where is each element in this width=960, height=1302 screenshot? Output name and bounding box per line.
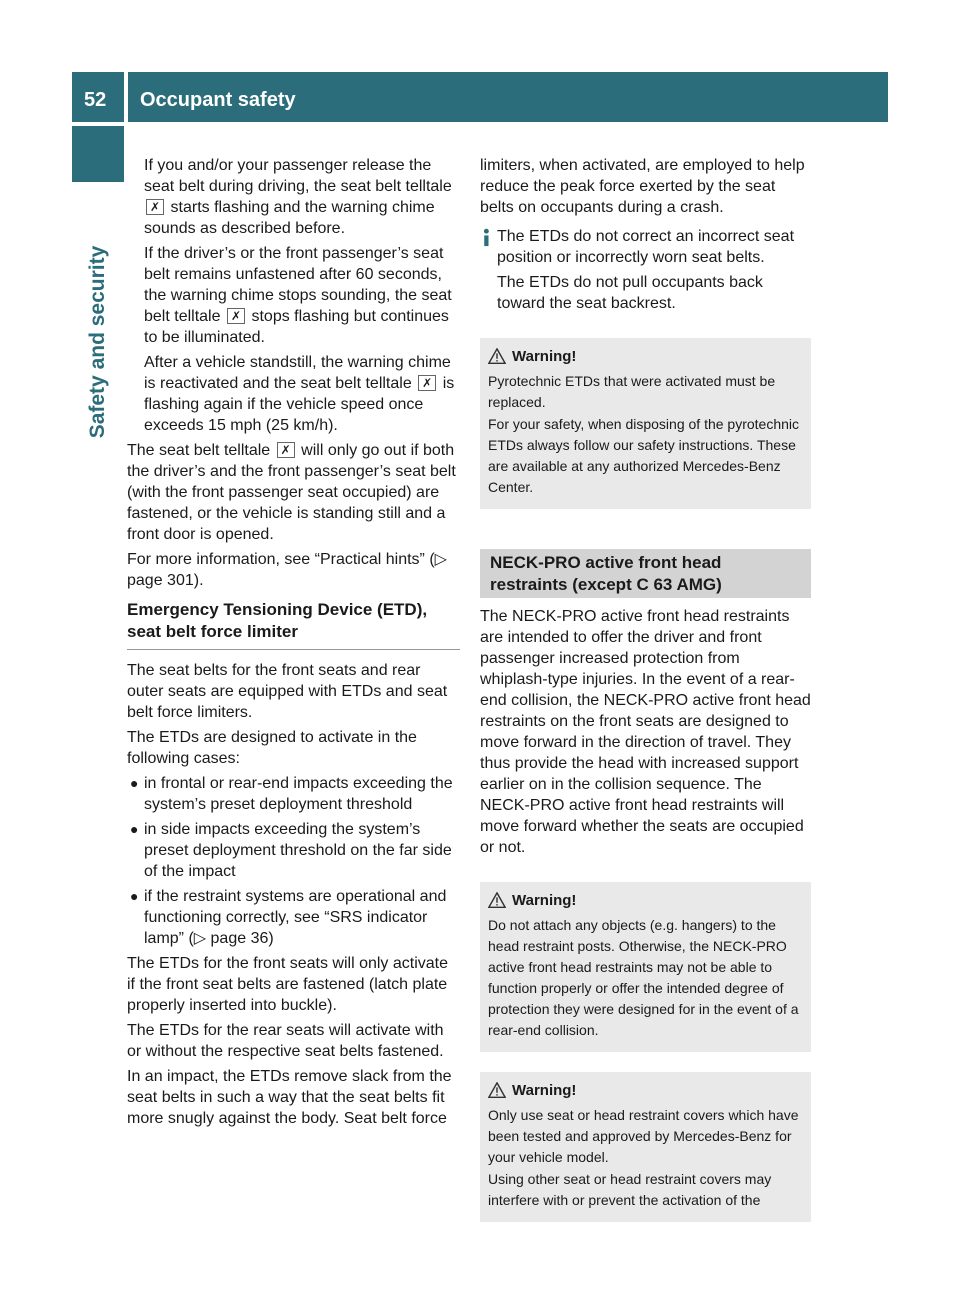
warning-triangle-icon <box>488 1082 506 1098</box>
list-item: ● in side impacts exceeding the system’s preset deployment threshold on the far side of the impact <box>130 821 452 880</box>
page-header <box>72 72 888 122</box>
paragraph: In an impact, the ETDs remove slack from the seat belts in such a way that the seat belts fit more snugly against the body. Seat belt force <box>127 1068 452 1127</box>
paragraph: The ETDs are designed to activate in the following cases: <box>127 729 417 767</box>
page-reference[interactable]: For more information, see “Practical hints” (▷ page 301). <box>127 551 447 589</box>
paragraph: limiters, when activated, are employed to help reduce the peak force exerted by the seat belts on occupants during a crash. <box>480 157 805 216</box>
paragraph: The seat belts for the front seats and rear outer seats are equipped with ETDs and seat belt force limiters. <box>127 662 448 721</box>
bullet-icon: ● <box>130 775 139 791</box>
paragraph: The NECK-PRO active front head restraints are intended to offer the driver and front passenger increased protection from whiplash-type injuries. In the event of a rear-end collision, the NECK-PRO active front head restraints on the front seats are designed to move forward in the direction of travel. They thus provide the head with increased support earlier on in the collision sequence. The NECK-PRO active front head restraints will move forward whether the seats are occupied or not. <box>480 608 811 856</box>
warning-box: Warning! Only use seat or head restraint covers which have been tested and approved by Mercedes-Benz for your vehicle model. Using other seat or head restraint covers may interfere with or prevent the activation of the <box>480 1072 811 1222</box>
paragraph: The ETDs for the rear seats will activate with or without the respective seat belts fastened. <box>127 1022 444 1060</box>
section-label: Safety and security <box>86 245 109 439</box>
bullet-icon: ● <box>130 821 139 837</box>
section-heading: NECK-PRO active front head restraints (except C 63 AMG) <box>480 549 811 598</box>
seatbelt-telltale-icon: ✗ <box>146 199 164 215</box>
info-icon <box>480 228 497 247</box>
page-title: Occupant safety <box>128 72 888 122</box>
bullet-icon: ● <box>130 888 139 904</box>
section-heading: Emergency Tensioning Device (ETD), seat belt force limiter <box>127 599 460 650</box>
warning-box: Warning! Pyrotechnic ETDs that were activated must be replaced. For your safety, when disposing of the pyrotechnic ETDs always follow our safety instructions. These are available at any authorized Mercedes-Benz Center. <box>480 338 811 509</box>
warning-triangle-icon <box>488 348 506 364</box>
paragraph: After a vehicle standstill, the warning chime is reactivated and the seat belt telltale ✗ is flashing again if the vehicle speed once exceeds 15 mph (25 km/h). <box>144 354 455 434</box>
paragraph: If the driver’s or the front passenger’s seat belt remains unfastened after 60 seconds, the warning chime stops sounding, the seat belt telltale ✗ stops flashing but continues to be illuminated. <box>144 245 452 346</box>
seatbelt-telltale-icon: ✗ <box>418 375 436 391</box>
section-sidebar <box>72 126 124 1170</box>
left-column <box>127 155 460 1133</box>
paragraph: The seat belt telltale ✗ will only go out if both the driver’s and the front passenger’s seat belt (with the front passenger seat occupied) are fastened, or the vehicle is standing still and a front door is opened. <box>127 442 456 543</box>
list-item[interactable]: ● if the restraint systems are operational and functioning correctly, see “SRS indicator lamp” (▷ page 36) <box>130 888 447 947</box>
warning-heading: Warning! <box>488 890 803 911</box>
sidebar-tab <box>72 126 124 182</box>
seatbelt-telltale-icon: ✗ <box>227 308 245 324</box>
warning-triangle-icon <box>488 892 506 908</box>
paragraph: The ETDs for the front seats will only activate if the front seat belts are fastened (latch plate properly inserted into buckle). <box>127 955 449 1014</box>
warning-heading: Warning! <box>488 346 803 367</box>
seatbelt-telltale-icon: ✗ <box>277 442 295 458</box>
page-number: 52 <box>72 72 124 122</box>
paragraph: If you and/or your passenger release the seat belt during driving, the seat belt telltale ✗ starts flashing and the warning chime sounds as described before. <box>144 157 452 237</box>
warning-box: Warning! Do not attach any objects (e.g. hangers) to the head restraint posts. Otherwise, the NECK-PRO active front head restraints may not be able to function properly or offer the intended degree of protection they were designed for in the event of a rear-end collision. <box>480 882 811 1052</box>
info-note: The ETDs do not correct an incorrect seat position or incorrectly worn seat belts. The ETDs do not pull occupants back toward the seat backrest. <box>480 226 811 314</box>
right-column <box>480 155 811 1242</box>
list-item: ● in frontal or rear-end impacts exceeding the system’s preset deployment threshold <box>130 775 453 813</box>
warning-heading: Warning! <box>488 1080 803 1101</box>
